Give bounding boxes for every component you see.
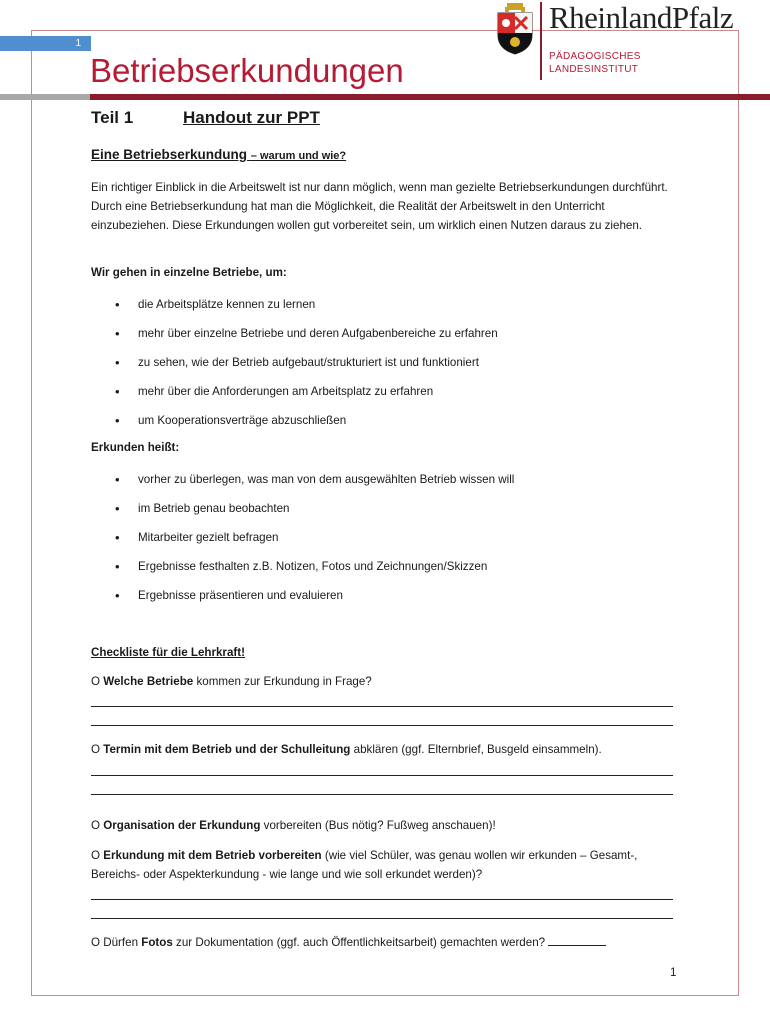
checkbox-marker[interactable]: O [91, 675, 104, 688]
answer-line[interactable] [91, 899, 673, 900]
checklist-item-text: (wie viel Schüler, was genau wollen wir erkunden – Gesamt-, Bereichs- oder Aspekterkundung - wie lange und wie soll erkundet werden)? [91, 849, 638, 881]
answer-line[interactable] [91, 794, 673, 795]
checklist-item-keyword: Welche Betriebe [103, 675, 194, 688]
list-item: • Ergebnisse präsentieren und evaluieren [91, 586, 673, 615]
intro-paragraph: Ein richtiger Einblick in die Arbeitswelt ist nur dann möglich, wenn man gezielte Betriebserkundungen durchführt. Durch eine Betriebserkundung hat man die Möglichkeit, die Realität der Arbeitswelt in den Unterricht einzubeziehen. Diese Erkundungen wollen gut vorbereitet sein, um wirklich einen Nutzen daraus zu ziehen. [91, 181, 668, 232]
logo-subtitle-line2: LANDESINSTITUT [549, 64, 639, 75]
section-heading [91, 147, 346, 162]
header-band-grey [0, 94, 90, 100]
section-heading-suffix: – warum und wie? [250, 150, 347, 162]
logo-subtitle-line1: PÄDAGOGISCHES [549, 51, 641, 62]
list-item: • Ergebnisse festhalten z.B. Notizen, Fotos und Zeichnungen/Skizzen [91, 557, 673, 586]
explore-list [91, 470, 673, 615]
logo-divider [540, 2, 542, 80]
list-item: • vorher zu überlegen, was man von dem ausgewählten Betrieb wissen will [91, 470, 673, 499]
list-item: • zu sehen, wie der Betrieb aufgebaut/strukturiert ist und funktioniert [91, 353, 673, 382]
answer-line[interactable] [91, 775, 673, 776]
checklist-item-betriebe [91, 672, 673, 691]
checklist-item-text: zur Dokumentation (ggf. auch Öffentlichkeitsarbeit) gemachten werden? [172, 936, 549, 949]
answer-line[interactable] [91, 918, 673, 919]
section-heading-main: Eine Betriebserkundung [91, 147, 248, 162]
checkbox-marker[interactable]: O [91, 819, 104, 832]
checkbox-marker[interactable]: O [91, 743, 104, 756]
answer-line[interactable] [91, 706, 673, 707]
part-title: Handout zur PPT [183, 108, 320, 127]
checklist-item-text: abklären (ggf. Elternbrief, Busgeld einsammeln). [350, 743, 602, 756]
goals-list [91, 295, 673, 440]
list-item: • Mitarbeiter gezielt befragen [91, 528, 673, 557]
page-title: Betriebserkundungen [90, 52, 404, 89]
checklist-item-termin [91, 740, 673, 759]
checklist-item-keyword: Organisation der Erkundung [103, 819, 261, 832]
list-item: • um Kooperationsverträge abzuschließen [91, 411, 673, 440]
checkbox-marker[interactable]: O [91, 849, 104, 862]
checkbox-marker[interactable]: O Dürfen [91, 936, 142, 949]
checklist-item-fotos [91, 933, 673, 952]
answer-blank[interactable] [548, 936, 606, 946]
answer-line[interactable] [91, 725, 673, 726]
checklist-item-organisation [91, 816, 673, 835]
coat-of-arms-icon [495, 3, 535, 55]
list-item: • die Arbeitsplätze kennen zu lernen [91, 295, 673, 324]
part-label: Teil 1 [91, 108, 134, 127]
goals-label: Wir gehen in einzelne Betriebe, um: [91, 266, 287, 279]
checklist-item-keyword: Termin mit dem Betrieb und der Schulleitung [103, 743, 351, 756]
slide-number-badge: 1 [0, 36, 91, 51]
checklist-title: Checkliste für die Lehrkraft! [91, 646, 245, 659]
checklist-item-vorbereitung [91, 846, 673, 884]
logo-name: RheinlandPfalz [549, 0, 734, 35]
checklist-item-keyword: Fotos [141, 936, 173, 949]
list-item: • mehr über einzelne Betriebe und deren Aufgabenbereiche zu erfahren [91, 324, 673, 353]
header-band-red [90, 94, 770, 100]
list-item: • mehr über die Anforderungen am Arbeitsplatz zu erfahren [91, 382, 673, 411]
rlp-logo [495, 2, 770, 80]
checklist-item-keyword: Erkundung mit dem Betrieb vorbereiten [103, 849, 322, 862]
explore-label: Erkunden heißt: [91, 441, 180, 454]
checklist-item-text: vorbereiten (Bus nötig? Fußweg anschauen)! [260, 819, 496, 832]
list-item: • im Betrieb genau beobachten [91, 499, 673, 528]
checklist-item-text: kommen zur Erkundung in Frage? [193, 675, 372, 688]
page-number: 1 [670, 966, 677, 979]
part-heading [91, 108, 320, 128]
